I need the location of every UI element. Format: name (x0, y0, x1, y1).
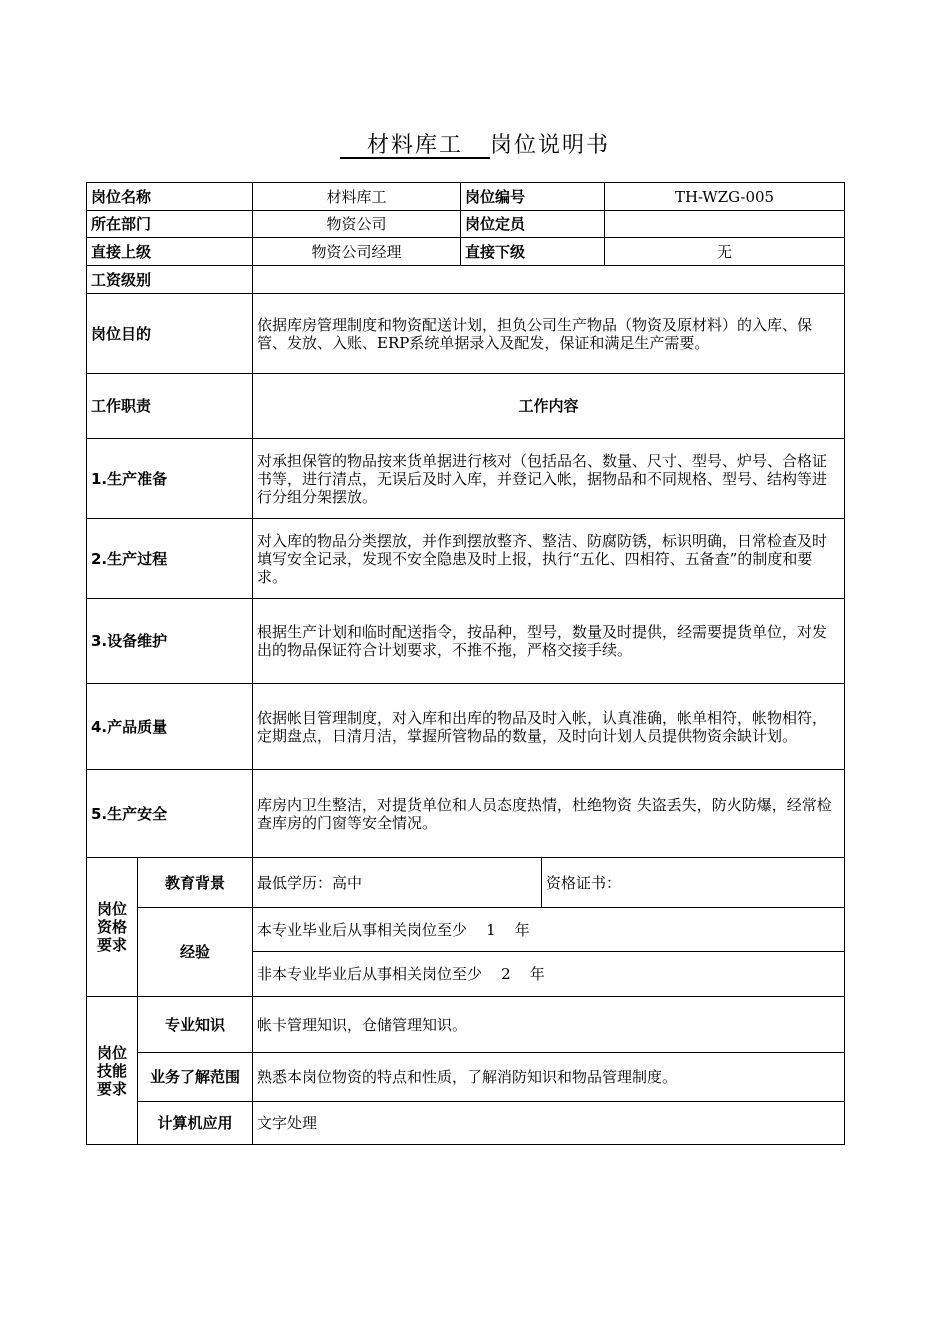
duty-row (87, 439, 845, 519)
superior-value: 物资公司经理 (253, 238, 461, 266)
duty-label: 3.设备维护 (87, 599, 253, 684)
row-duties-header (87, 374, 845, 439)
job-code-label: 岗位编号 (461, 183, 605, 211)
duty-text: 根据生产计划和临时配送指令，按品种，型号，数量及时提供，经需要提货单位，对发出的物品保证符合计划要求，不推不拖，严格交接手续。 (253, 599, 845, 684)
row-purpose (87, 294, 845, 374)
row-business (87, 1053, 845, 1102)
duty-row (87, 770, 845, 858)
business-value: 熟悉本岗位物资的特点和性质，了解消防知识和物品管理制度。 (253, 1053, 845, 1102)
duty-text: 对入库的物品分类摆放，并作到摆放整齐、整洁、防腐防锈，标识明确，日常检查及时填写安全记录，发现不安全隐患及时上报，执行“五化、四相符、五备查”的制度和要求。 (253, 519, 845, 599)
row-job-name (87, 183, 845, 211)
salary-value (253, 266, 845, 294)
computer-value: 文字处理 (253, 1102, 845, 1145)
skills-label: 岗位技能要求 (87, 997, 138, 1145)
row-knowledge (87, 997, 845, 1053)
job-name-value: 材料库工 (253, 183, 461, 211)
job-description-table (86, 182, 845, 1145)
experience-related: 本专业毕业后从事相关岗位至少 1 年 (253, 908, 845, 952)
staffing-label: 岗位定员 (461, 211, 605, 238)
dept-value: 物资公司 (253, 211, 461, 238)
education-value: 最低学历：高中 (253, 858, 542, 908)
duties-content-header: 工作内容 (253, 374, 845, 439)
duty-label: 4.产品质量 (87, 684, 253, 770)
duty-label: 5.生产安全 (87, 770, 253, 858)
purpose-text: 依据库房管理制度和物资配送计划，担负公司生产物品（物资及原材料）的入库、保管、发放、入账、ERP系统单据录入及配发，保证和满足生产需要。 (253, 294, 845, 374)
row-experience-1 (87, 908, 845, 952)
knowledge-value: 帐卡管理知识，仓储管理知识。 (253, 997, 845, 1053)
row-computer (87, 1102, 845, 1145)
superior-label: 直接上级 (87, 238, 253, 266)
title-suffix: 岗位说明书 (489, 133, 610, 158)
experience-label: 经验 (138, 908, 253, 997)
education-label: 教育背景 (138, 858, 253, 908)
row-salary (87, 266, 845, 294)
duty-label: 1.生产准备 (87, 439, 253, 519)
duty-row (87, 684, 845, 770)
duty-row (87, 599, 845, 684)
job-code-value: TH-WZG-005 (605, 183, 845, 211)
subordinate-label: 直接下级 (461, 238, 605, 266)
qualification-label: 岗位资格要求 (87, 858, 138, 997)
knowledge-label: 专业知识 (138, 997, 253, 1053)
duty-text: 库房内卫生整洁，对提货单位和人员态度热情，杜绝物资 失盗丢失，防火防爆，经常检查库房的门窗等安全情况。 (253, 770, 845, 858)
duty-text: 对承担保管的物品按来货单据进行核对（包括品名、数量、尺寸、型号、炉号、合格证书等，进行清点，无误后及时入库，并登记入帐，据物品和不同规格、型号、结构等进行分组分架摆放。 (253, 439, 845, 519)
salary-label: 工资级别 (87, 266, 253, 294)
row-superior (87, 238, 845, 266)
experience-unrelated: 非本专业毕业后从事相关岗位至少 2 年 (253, 952, 845, 997)
job-name-label: 岗位名称 (87, 183, 253, 211)
business-label: 业务了解范围 (138, 1053, 253, 1102)
staffing-value (605, 211, 845, 238)
page-title (0, 128, 950, 159)
certificate-value: 资格证书： (542, 858, 845, 908)
purpose-label: 岗位目的 (87, 294, 253, 374)
row-department (87, 211, 845, 238)
title-job-name: 材料库工 (366, 133, 463, 158)
computer-label: 计算机应用 (138, 1102, 253, 1145)
duties-label: 工作职责 (87, 374, 253, 439)
duty-row (87, 519, 845, 599)
row-education (87, 858, 845, 908)
subordinate-value: 无 (605, 238, 845, 266)
dept-label: 所在部门 (87, 211, 253, 238)
duty-text: 依据帐目管理制度，对入库和出库的物品及时入帐，认真准确，帐单相符，帐物相符，定期盘点，日清月洁，掌握所管物品的数量，及时向计划人员提供物资余缺计划。 (253, 684, 845, 770)
duty-label: 2.生产过程 (87, 519, 253, 599)
